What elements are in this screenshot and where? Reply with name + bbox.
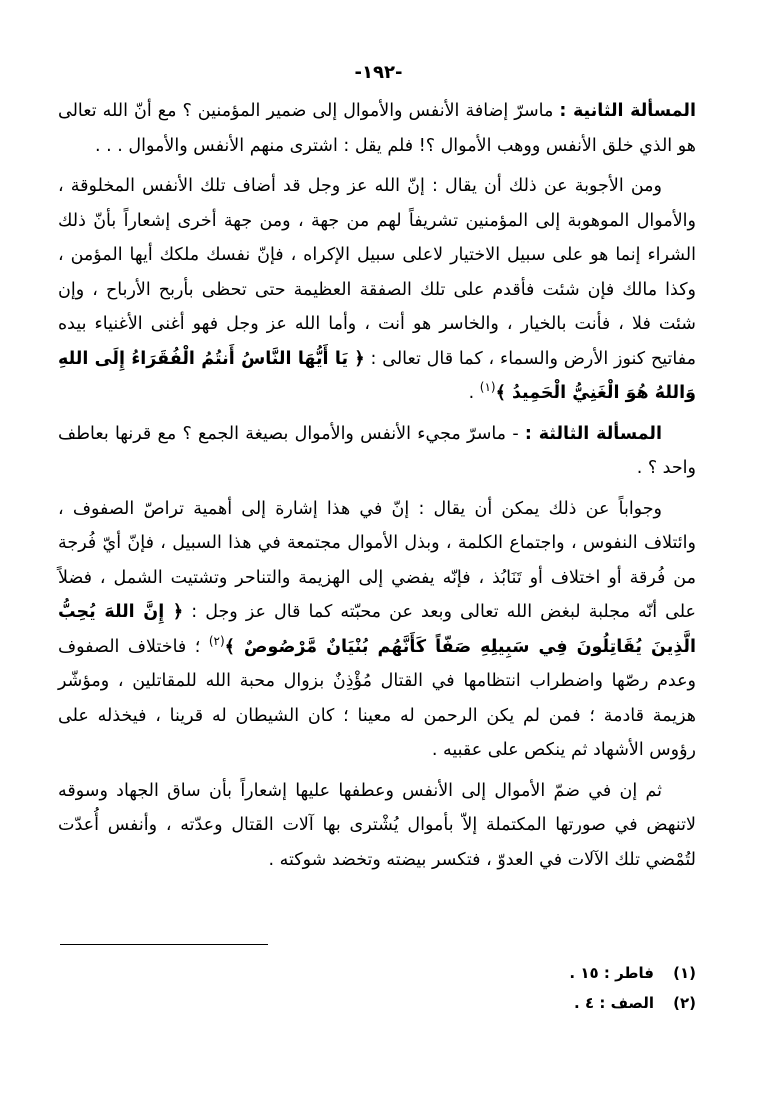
answer2-p1: ومن الأجوبة عن ذلك أن يقال : إنّ الله عز وجل قد أضاف تلك الأنفس المخلوقة ، والأموال الموهوبة إلى المؤمنين تشريفاً لهم من جهة ، ومن جهة أخرى إشعاراً بأنّ ذلك الشراء إنما هو على سبيل الاختيار لاعلى سبيل الإكراه ، فإنّ نفسك ملكك أيها المؤمن ، وكذا مالك فإن شئت فأقدم على تلك الصفقة العظيمة حتى تحظى بأربح الأرباح ، وإن شئت فلا ، فأنت بالخيار ، والخاسر هو أنت ، <box>58 176 696 334</box>
footnote-ref-2: (٢) <box>208 633 225 648</box>
answer3-paragraph <box>58 492 696 768</box>
quran-verse-fatir: ﴿ يَا أَيُّهَا النَّاسُ أَنتُمُ الْفُقَرَاءُ إِلَى اللهِ وَاللهُ هُوَ الْغَنِيُّ الْحَمِيدُ ﴾ <box>58 348 696 403</box>
section3-heading: المسألة الثالثة : <box>524 423 662 444</box>
section2-heading: المسألة الثانية : <box>559 101 696 121</box>
answer2-p2-start: وأما الله عز وجل فهو أغنى الأغنياء بيده مفاتيح كنوز الأرض والسماء ، كما قال تعالى : <box>58 314 696 369</box>
answer3-p1-end: ؛ فاختلاف الصفوف وعدم رصّها واضطراب انتظامها في القتال مُؤْذِنٌ بزوال محبة الله للمقاتلين ، ومؤشّر هزيمة قادمة ؛ فمن لم يكن الرحمن له معينا ؛ كان الشيطان له قرينا ، فيخذله على رؤوس الأشهاد ثم ينكص على عقبيه . <box>58 636 696 760</box>
page-body <box>58 94 696 883</box>
footnote-number: (١) <box>673 964 696 982</box>
footnote-number: (٢) <box>673 994 696 1012</box>
answer3-paragraph-2: ثم إن في ضمّ الأموال إلى الأنفس وعطفها عليها إشعاراً بأن ساق الجهاد وسوقه لاتنهض في صورتها المكتملة إلاّ بأموال يُشْترى بها آلات القتال وعدّته ، وأنفس أُعدّت لتُمْضي تلك الآلات في العدوّ ، فتكسر بيضته وتخضد شوكته . <box>58 780 696 870</box>
footnote-text: الصف : ٤ . <box>574 994 654 1012</box>
section2-text: ماسرّ إضافة الأنفس والأموال إلى ضمير المؤمنين ؟ مع أنّ الله تعالى هو الذي خلق الأنفس ووهب الأموال ؟! فلم يقل : اشترى منهم الأنفس والأموال . . . <box>58 101 696 156</box>
footnote-ref-1: (١) <box>479 380 496 395</box>
answer3-p1-start: وجواباً عن ذلك يمكن أن يقال : إنّ في هذا إشارة إلى أهمية تراصّ الصفوف ، وائتلاف النفوس ، واجتماع الكلمة ، وبذل الأموال مجتمعة في هذا السبيل ، فإنّ أيّ فُرجة من فُرقة أو اختلاف أو تَنَابُذ ، فإنّه يفضي إلى الهزيمة والتناحر وتشتيت الشمل ، فضلاً على أنّه مجلبة لبغض الله تعالى وبعد عن محبّته كما قال عز وجل : <box>58 498 696 622</box>
footnote-item <box>58 988 696 1018</box>
footnote-text: فاطر : ١٥ . <box>569 964 654 982</box>
section3-paragraph <box>58 417 696 486</box>
quran-verse-saff: ﴿ إِنَّ اللهَ يُحِبُّ الَّذِينَ يُقَاتِلُونَ فِي سَبِيلِهِ صَفّاً كَأَنَّهُم بُنْيَانٌ مَّرْصُوصٌ ﴾ <box>58 602 696 657</box>
answer2-end: . <box>468 383 475 403</box>
section2-paragraph <box>58 94 696 163</box>
page-number: -١٩٢- <box>354 62 403 83</box>
footnote-item <box>58 958 696 988</box>
footnote-divider <box>60 944 268 945</box>
section3-text: - ماسرّ مجيء الأنفس والأموال بصيغة الجمع ؟ مع قرنها بعاطف واحد ؟ . <box>58 423 696 478</box>
answer2-paragraph <box>58 169 696 411</box>
footnotes <box>58 958 696 1018</box>
